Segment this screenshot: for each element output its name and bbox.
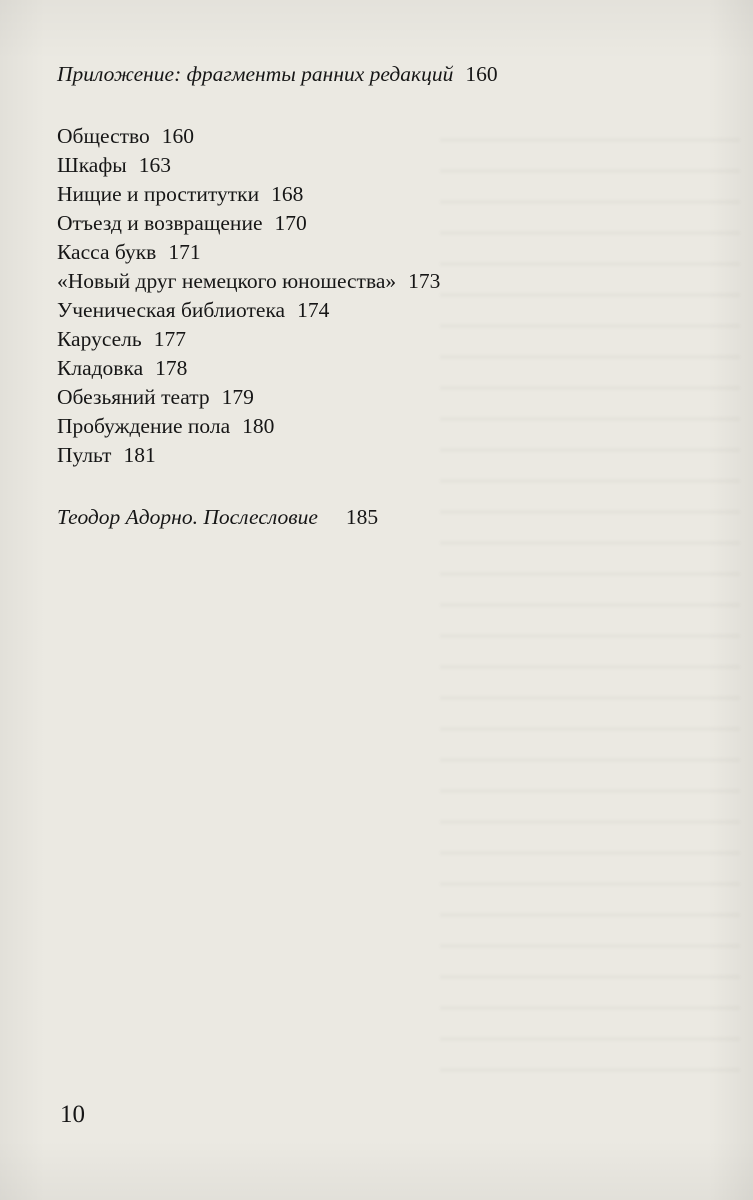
toc-entry: [57, 180, 498, 209]
toc-entry-appendix: [57, 60, 498, 89]
toc-entry-page: 181: [123, 443, 156, 467]
toc-entry-title: Отъезд и возвращение: [57, 211, 263, 235]
toc-entry-title: Шкафы: [57, 153, 127, 177]
toc-entry-page: 177: [153, 327, 186, 351]
toc-entry-title: Приложение: фрагменты ранних редакций: [57, 62, 454, 86]
page-number: 10: [60, 1101, 85, 1128]
toc-entry-title: «Новый друг немецкого юношества»: [57, 269, 397, 293]
toc-entry-title: Касса букв: [57, 240, 157, 264]
toc-entry-page: 179: [221, 385, 254, 409]
toc-entry-title: Теодор Адорно. Послесловие: [57, 505, 318, 529]
toc-entry-title: Пробуждение пола: [57, 414, 231, 438]
toc-entry-page: 171: [168, 240, 201, 264]
toc-entry-title: Пульт: [57, 443, 112, 467]
toc-entry-afterword: [57, 503, 498, 532]
toc-entry-page: 178: [155, 356, 188, 380]
toc-entry: [57, 296, 498, 325]
toc-entry: [57, 412, 498, 441]
toc-entry-title: Нищие и проститутки: [57, 182, 260, 206]
toc-entry-page: 185: [345, 505, 379, 529]
toc-entry-title: Кладовка: [57, 356, 144, 380]
toc-entry-page: 168: [271, 182, 304, 206]
toc-entry-page: 180: [242, 414, 275, 438]
spacer: [57, 470, 498, 503]
toc-entry: [57, 209, 498, 238]
toc-entry: [57, 325, 498, 354]
toc-entry: [57, 383, 498, 412]
toc-entry: [57, 267, 498, 296]
toc-entry-title: Карусель: [57, 327, 142, 351]
toc-entry-page: 163: [138, 153, 171, 177]
toc-entry: [57, 151, 498, 180]
toc-entry: [57, 238, 498, 267]
toc-entry: [57, 122, 498, 151]
toc-entry-page: 174: [297, 298, 330, 322]
toc-entry-page: 160: [465, 62, 498, 86]
toc-entry: [57, 441, 498, 470]
toc-entry-title: Общество: [57, 124, 150, 148]
table-of-contents: [57, 60, 498, 532]
toc-entry-page: 173: [408, 269, 441, 293]
toc-entry-page: 170: [274, 211, 307, 235]
spacer: [57, 89, 498, 122]
toc-entry-title: Обезьяний театр: [57, 385, 210, 409]
toc-entry-title: Ученическая библиотека: [57, 298, 286, 322]
toc-entry: [57, 354, 498, 383]
toc-entry-page: 160: [161, 124, 195, 148]
